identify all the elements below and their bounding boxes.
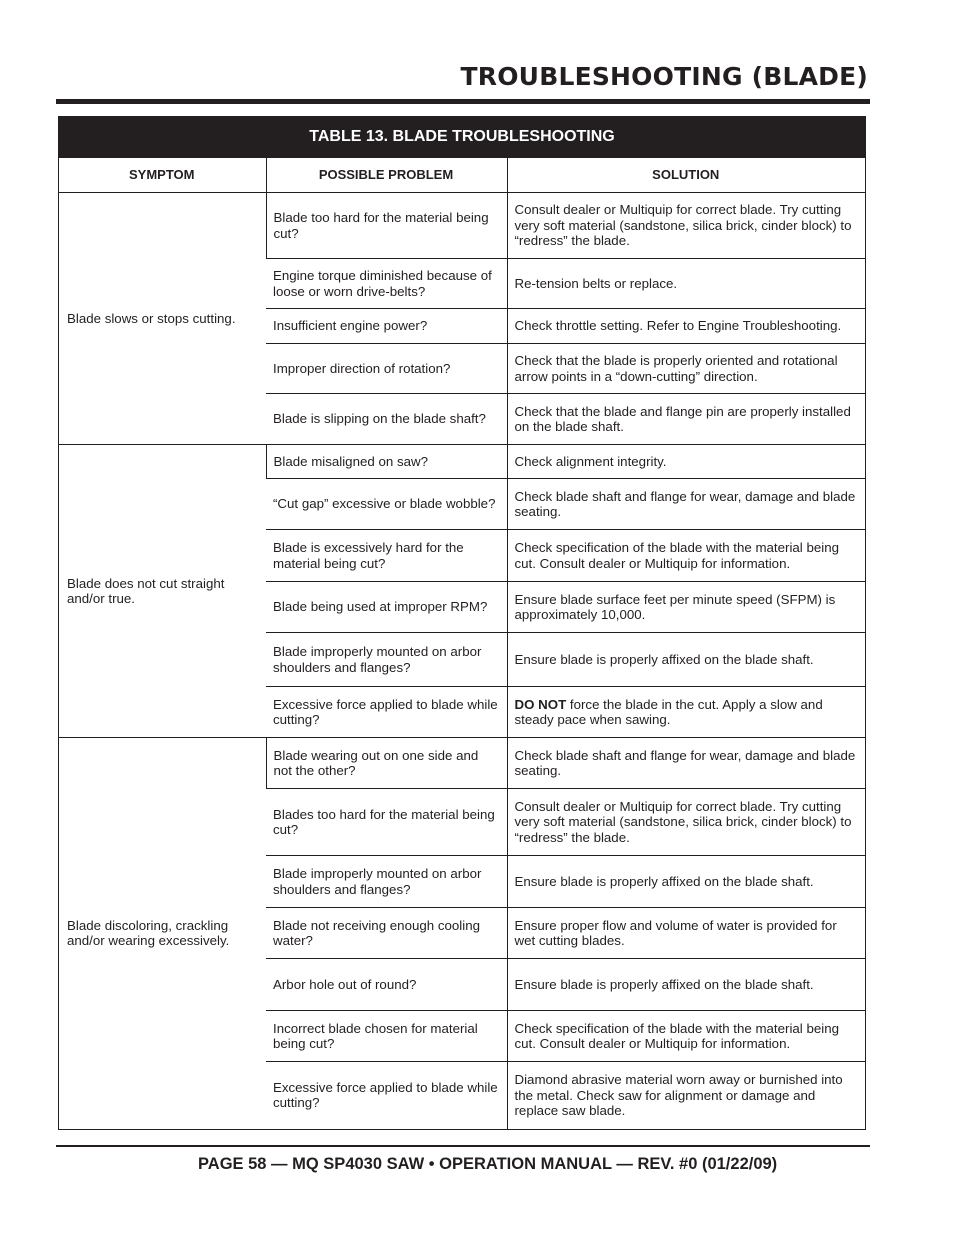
table-row	[59, 193, 865, 259]
problem-cell: “Cut gap” excessive or blade wobble?	[266, 479, 507, 530]
problem-cell: Blade misaligned on saw?	[266, 445, 507, 479]
table-row	[59, 738, 865, 789]
solution-cell: Check that the blade is properly oriented and rotational arrow points in a “down-cutting” direction.	[507, 344, 865, 394]
solution-cell	[507, 687, 865, 738]
header-symptom: SYMPTOM	[59, 158, 266, 193]
solution-cell: Ensure blade surface feet per minute speed (SFPM) is approximately 10,000.	[507, 582, 865, 633]
problem-cell: Blade is excessively hard for the material being cut?	[266, 530, 507, 582]
table-row	[59, 445, 865, 479]
problem-cell: Blade improperly mounted on arbor shoulders and flanges?	[266, 856, 507, 908]
title-rule	[56, 99, 870, 104]
troubleshooting-table	[58, 116, 866, 1130]
problem-cell: Blade being used at improper RPM?	[266, 582, 507, 633]
solution-cell: Re-tension belts or replace.	[507, 259, 865, 309]
solution-cell: Diamond abrasive material worn away or burnished into the metal. Check saw for alignment or damage and replace saw blade.	[507, 1062, 865, 1129]
problem-cell: Arbor hole out of round?	[266, 959, 507, 1011]
solution-cell: Check blade shaft and flange for wear, damage and blade seating.	[507, 738, 865, 789]
table-caption: TABLE 13. BLADE TROUBLESHOOTING	[59, 117, 865, 157]
symptom-cell: Blade discoloring, crackling and/or wearing excessively.	[59, 738, 266, 1129]
solution-cell: Consult dealer or Multiquip for correct blade. Try cutting very soft material (sandstone, silica brick, cinder block) to “redress” the blade.	[507, 789, 865, 856]
problem-cell: Excessive force applied to blade while cutting?	[266, 687, 507, 738]
do-not-emphasis: DO NOT	[514, 696, 567, 712]
header-row	[59, 158, 865, 193]
header-possible-problem: POSSIBLE PROBLEM	[266, 158, 507, 193]
solution-cell: Ensure blade is properly affixed on the blade shaft.	[507, 959, 865, 1011]
solution-cell: Check alignment integrity.	[507, 445, 865, 479]
page-footer: PAGE 58 — MQ SP4030 SAW • OPERATION MANUAL — REV. #0 (01/22/09)	[198, 1155, 778, 1173]
troubleshooting-grid	[59, 157, 865, 1129]
header-solution: SOLUTION	[507, 158, 865, 193]
solution-cell: Ensure proper flow and volume of water is provided for wet cutting blades.	[507, 908, 865, 959]
symptom-cell: Blade does not cut straight and/or true.	[59, 445, 266, 738]
problem-cell: Blade too hard for the material being cut?	[266, 193, 507, 259]
solution-cell: Check specification of the blade with the material being cut. Consult dealer or Multiquip for information.	[507, 1011, 865, 1062]
problem-cell: Blades too hard for the material being cut?	[266, 789, 507, 856]
problem-cell: Excessive force applied to blade while cutting?	[266, 1062, 507, 1129]
problem-cell: Insufficient engine power?	[266, 309, 507, 344]
solution-cell: Check that the blade and flange pin are properly installed on the blade shaft.	[507, 394, 865, 445]
problem-cell: Blade wearing out on one side and not the other?	[266, 738, 507, 789]
solution-cell: Ensure blade is properly affixed on the blade shaft.	[507, 856, 865, 908]
problem-cell: Improper direction of rotation?	[266, 344, 507, 394]
solution-cell: Check specification of the blade with the material being cut. Consult dealer or Multiquip for information.	[507, 530, 865, 582]
solution-cell: Consult dealer or Multiquip for correct blade. Try cutting very soft material (sandstone, silica brick, cinder block) to “redress” the blade.	[507, 193, 865, 259]
solution-cell: Check blade shaft and flange for wear, damage and blade seating.	[507, 479, 865, 530]
problem-cell: Blade is slipping on the blade shaft?	[266, 394, 507, 445]
footer-rule	[56, 1145, 870, 1147]
solution-text: force the blade in the cut. Apply a slow and steady pace when sawing.	[514, 696, 823, 727]
page-title: TROUBLESHOOTING (BLADE)	[460, 62, 868, 91]
problem-cell: Incorrect blade chosen for material being cut?	[266, 1011, 507, 1062]
symptom-cell: Blade slows or stops cutting.	[59, 193, 266, 445]
problem-cell: Engine torque diminished because of loose or worn drive-belts?	[266, 259, 507, 309]
problem-cell: Blade not receiving enough cooling water?	[266, 908, 507, 959]
solution-cell: Ensure blade is properly affixed on the blade shaft.	[507, 633, 865, 687]
solution-cell: Check throttle setting. Refer to Engine Troubleshooting.	[507, 309, 865, 344]
problem-cell: Blade improperly mounted on arbor shoulders and flanges?	[266, 633, 507, 687]
